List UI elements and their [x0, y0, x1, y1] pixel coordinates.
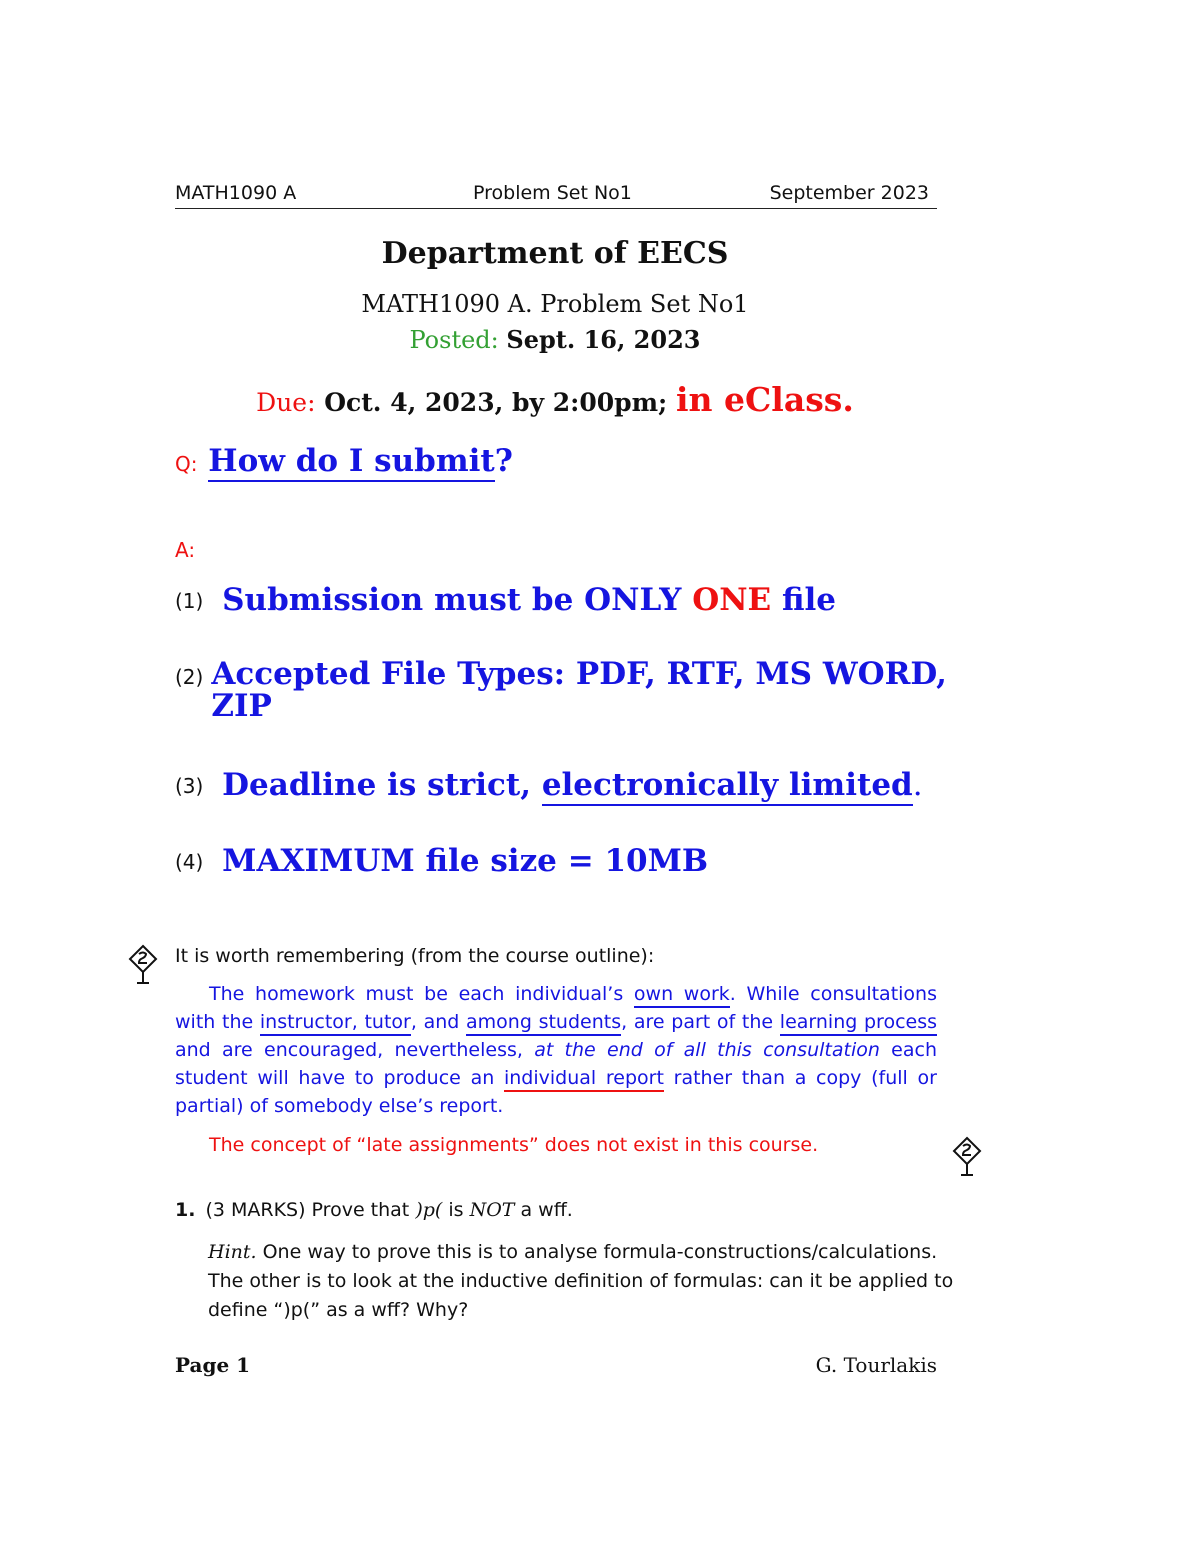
- quote-emphasis: at the end of all this consultation: [534, 1039, 880, 1061]
- posted-label: Posted:: [409, 326, 499, 354]
- problem-not: NOT: [469, 1199, 515, 1221]
- problem-text: is: [442, 1199, 470, 1221]
- problem-text: (3 MARKS) Prove that: [205, 1199, 416, 1221]
- a-label: A:: [175, 538, 196, 562]
- problem-1: [175, 1199, 573, 1221]
- department-title: Department of EECS: [381, 236, 729, 271]
- hint-label: Hint.: [208, 1241, 257, 1263]
- dangerous-bend-icon: [128, 944, 158, 986]
- due-line: [0, 380, 1110, 419]
- list-item: [175, 658, 975, 722]
- item-text: MAXIMUM file size = 10MB: [222, 843, 709, 879]
- item-number: (1): [175, 589, 204, 613]
- problem-hint: [208, 1238, 968, 1325]
- question-line: [175, 443, 513, 479]
- question-link[interactable]: How do I submit: [208, 443, 494, 482]
- item-link[interactable]: electronically limited: [542, 767, 913, 806]
- quote-text: , are part of the: [621, 1011, 780, 1033]
- quote-text: . While consultations with the: [175, 983, 937, 1033]
- quote-text: each student will have to produce an: [175, 1039, 937, 1089]
- list-item: [175, 843, 708, 879]
- remember-intro: It is worth remembering (from the course outline):: [175, 945, 655, 967]
- question-mark: ?: [494, 443, 513, 479]
- item-number: (2): [175, 665, 204, 689]
- item-text: Submission must be ONLY: [222, 582, 693, 618]
- page-number: Page 1: [175, 1353, 251, 1377]
- posted-line: [0, 325, 1110, 354]
- quote-individual-report: individual report: [504, 1067, 664, 1092]
- due-date: Oct. 4, 2023, by 2:00pm;: [324, 388, 668, 417]
- problem-set-title: MATH1090 A. Problem Set No1: [361, 290, 749, 318]
- hint-text: One way to prove this is to analyse formula-constructions/calculations. The other is to look at the inductive definition of formulas: can it be applied to define “)p(” as a wff? Why?: [208, 1241, 954, 1321]
- item-number: (4): [175, 850, 204, 874]
- problem-text: a wff.: [514, 1199, 573, 1221]
- due-label: Due:: [256, 388, 316, 417]
- header-course: MATH1090 A: [175, 182, 297, 204]
- list-item: [175, 582, 836, 618]
- item-number: (3): [175, 774, 204, 798]
- item-text: Accepted File Types: PDF, RTF, MS WORD, ZIP: [211, 656, 947, 724]
- header-title: Problem Set No1: [473, 182, 632, 204]
- page-header: [175, 180, 937, 209]
- dangerous-bend-icon: [952, 1136, 982, 1178]
- quote-text: rather than a copy (full or partial) of somebody else’s report.: [175, 1067, 937, 1117]
- item-text: Deadline is strict,: [222, 767, 542, 803]
- due-where: in eClass.: [676, 380, 854, 419]
- policy-quote: [175, 980, 937, 1120]
- quote-among-students: among students: [466, 1011, 621, 1036]
- problem-number: 1.: [175, 1199, 196, 1221]
- late-notice: The concept of “late assignments” does not exist in this course.: [209, 1134, 819, 1156]
- quote-text: The homework must be each individual’s: [209, 983, 634, 1005]
- quote-instructor-tutor: instructor, tutor: [260, 1011, 411, 1036]
- quote-own-work: own work: [634, 983, 730, 1008]
- problem-formula: )p(: [415, 1199, 443, 1221]
- item-text-end: file: [771, 582, 836, 618]
- quote-text: and are encouraged, nevertheless,: [175, 1039, 535, 1061]
- item-emphasis: ONE: [692, 582, 772, 618]
- q-label: Q:: [175, 452, 198, 476]
- list-item: [175, 767, 923, 803]
- header-date: September 2023: [769, 182, 929, 204]
- quote-text: , and: [410, 1011, 467, 1033]
- item-text-end: .: [912, 767, 923, 803]
- author: G. Tourlakis: [815, 1353, 937, 1377]
- quote-learning-process: learning process: [780, 1011, 937, 1036]
- posted-date: Sept. 16, 2023: [506, 325, 701, 354]
